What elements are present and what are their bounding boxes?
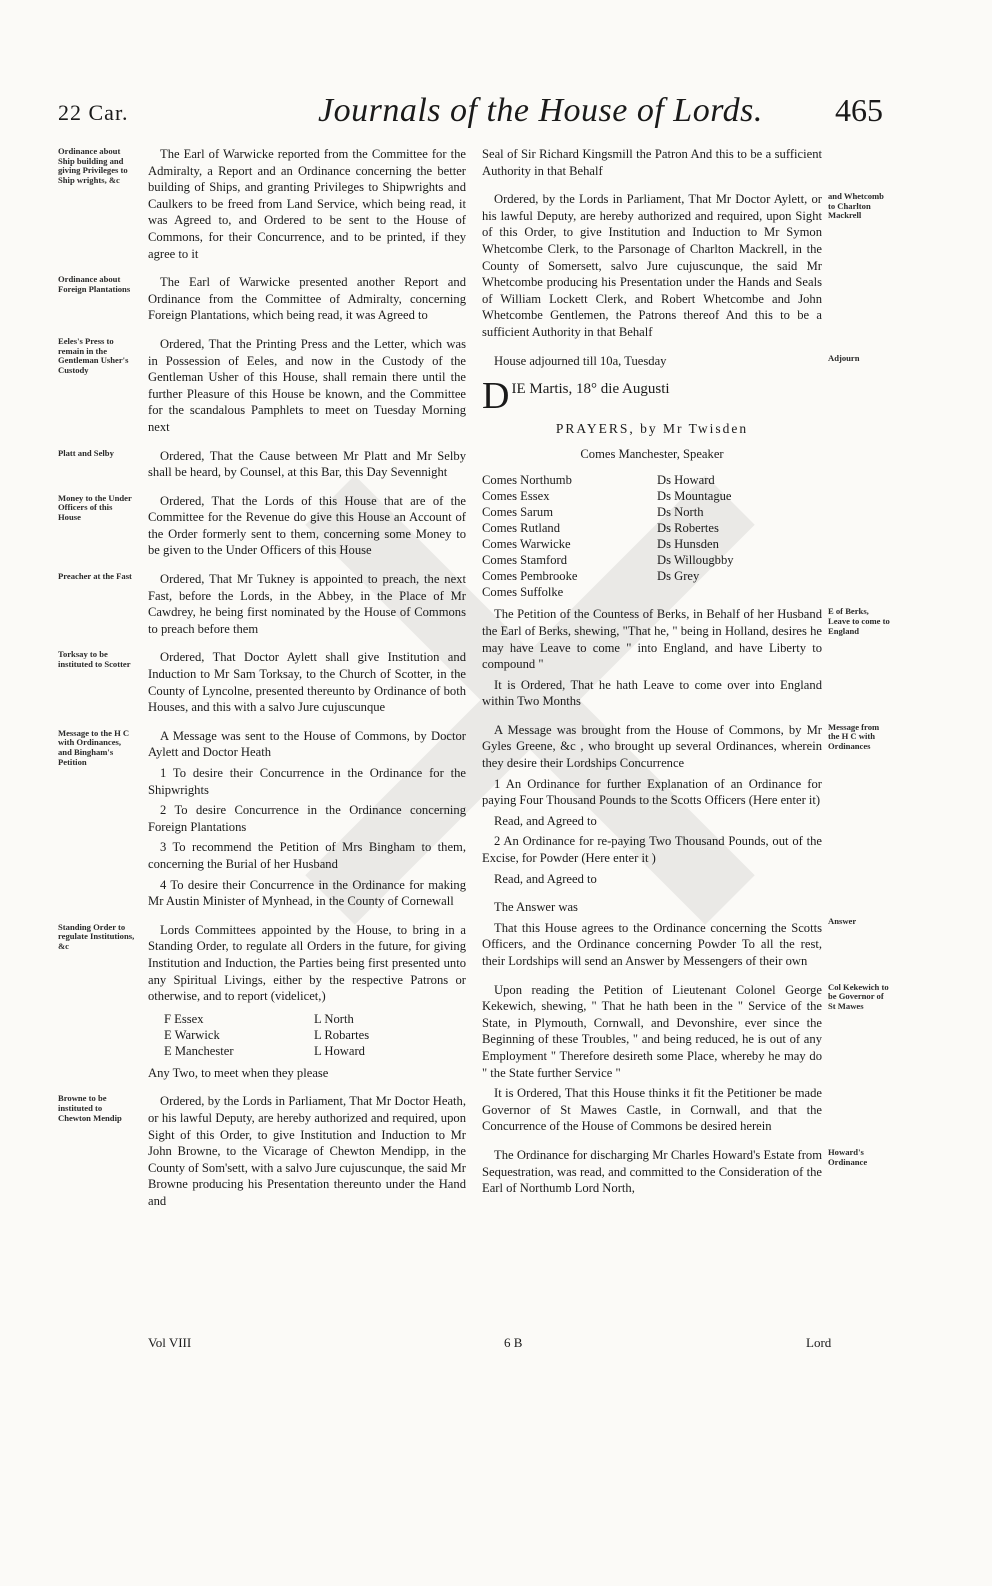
- paragraph: Upon reading the Petition of Lieutenant Colonel George Kekewich, shewing, " That he hath been in the " Service of the State, in Plymouth, Cornwall, and Devonshire, ever since the Beginning of these Troubles, " and being reduced, he is out of any Employment " Therefore desireth some Place, whereby he may do " the State further Service ": [482, 982, 822, 1080]
- committee-list: [164, 1011, 466, 1059]
- paragraph: That this House agrees to the Ordinance concerning the Scotts Officers, and the Ordinance concerning Powder To all the rest, their Lordships will send an Answer by Messengers of their own: [482, 920, 822, 968]
- entry-adjourn: [482, 352, 860, 370]
- lord-present: Comes Sarum: [482, 505, 554, 520]
- paragraph: Ordered, by the Lords in Parliament, That Mr Doctor Aylett, or his lawful Deputy, are hereby authorized and required, upon Sight of this Order, to give Institution and Induction to Mr Symon Whetcombe Clerk, to the Parsonage of Charlton Mackrell, in the County of Somersett, salvo Jure cujuscunque, the said Mr Whetcombe producing his Presentation under the Hands and Seals of William Lockett Clerk, and Robert Whetcombe and John Whetcombe Gentlemen, the Patrons thereof And this to be a sufficient Authority in that Behalf: [482, 192, 822, 339]
- margin-note: Browne to be instituted to Chewton Mendip: [58, 1093, 122, 1123]
- entry-answer: [482, 899, 857, 969]
- catchword: Lord: [806, 1335, 832, 1350]
- entry-preacher: [58, 571, 466, 637]
- paragraph: The Earl of Warwicke reported from the Committee for the Admiralty, a Report and an Ordinance concerning the better building of Ships, and granting Privileges to Shipwrights and Caulkers to be freed from Land Service, which being read, it was Agreed to, and Ordered to be sent to the House of Commons, for their Concurrence, and to be printed, if they agree to it: [148, 147, 466, 261]
- margin-note: Message to the H C with Ordinances, and Bingham's Petition: [58, 727, 130, 767]
- lord-present: Comes Suffolke: [482, 585, 564, 600]
- paragraph: Read, and Agreed to: [494, 813, 597, 828]
- lord-present: Comes Essex: [482, 489, 550, 504]
- lord-present: Ds Grey: [657, 569, 700, 584]
- paragraph: The Earl of Warwicke presented another Report and Ordinance from the Committee of Admiralty, concerning Foreign Plantations, which being read, it was Agreed to: [148, 275, 466, 323]
- lord-present: Ds Robertes: [657, 521, 719, 536]
- margin-note: Col Kekewich to be Governor of St Mawes: [828, 981, 889, 1011]
- paragraph: A Message was sent to the House of Commons, by Doctor Aylett and Doctor Heath: [148, 728, 466, 760]
- margin-note: Standing Order to regulate Institutions, &c: [58, 921, 135, 951]
- list-item: 3 To recommend the Petition of Mrs Bingham to them, concerning the Burial of her Husband: [148, 840, 466, 871]
- margin-note: Preacher at the Fast: [58, 571, 132, 582]
- page-header: [58, 92, 883, 138]
- entry-foreign-plantations: [58, 274, 466, 324]
- paragraph: The Ordinance for discharging Mr Charles Howard's Estate from Sequestration, was read, and committed to the Consideration of the Earl of Northumb Lord North,: [482, 1147, 822, 1196]
- journal-title: Journals of the House of Lords.: [318, 92, 763, 129]
- margin-note: Platt and Selby: [58, 447, 114, 458]
- lord-present: Comes Warwicke: [482, 537, 571, 552]
- list-item: 2 To desire Concurrence in the Ordinance concerning Foreign Plantations: [148, 803, 466, 834]
- lords-present: [482, 472, 822, 600]
- margin-note: Answer: [828, 916, 857, 927]
- lord-present: Ds Mountague: [657, 489, 732, 504]
- lord-present: Ds Howard: [657, 473, 715, 488]
- drop-cap: D: [482, 375, 510, 418]
- paragraph: A Message was brought from the House of Commons, by Mr Gyles Greene, &c , who brought up several Ordinances, wherein they desire their Lordships Concurrence: [482, 722, 822, 771]
- paragraph: Ordered, by the Lords in Parliament, That Mr Doctor Heath, or his lawful Deputy, are hereby authorized and required, upon Sight of this Order, to give Institution and Induction to Mr John Browne, to the Vicarage of Chewton Mendipp, in the County of Som'sett, with a salvo Jure cujuscunque, the said Mr Browne producing his Presentation thereunto under the Hand and: [148, 1094, 466, 1208]
- margin-note: Eeles's Press to remain in the Gentleman Usher's Custody: [58, 335, 129, 375]
- committee-member: E Warwick: [164, 1027, 220, 1042]
- entry-howard: [482, 1146, 868, 1197]
- margin-note: Money to the Under Officers of this House: [58, 492, 132, 522]
- volume-label: Vol VIII: [148, 1335, 192, 1350]
- signature-mark: 6 B: [504, 1335, 523, 1350]
- lord-present: Ds North: [657, 505, 704, 520]
- paragraph: Read, and Agreed to: [494, 871, 597, 886]
- list-item: 1 To desire their Concurrence in the Ordinance for the Shipwrights: [148, 766, 466, 797]
- lord-present: [657, 584, 822, 600]
- entry-eeles-press: [58, 335, 466, 436]
- paragraph: The Answer was: [494, 900, 578, 915]
- paragraph: House adjourned till 10a, Tuesday: [494, 353, 667, 368]
- lord-present: Ds Hunsden: [657, 537, 719, 552]
- committee-member: L Robartes: [314, 1027, 370, 1042]
- list-item: 1 An Ordinance for further Explanation of an Ordinance for paying Four Thousand Pounds to the Scotts Officers (Here enter it): [482, 776, 822, 808]
- regnal-year: 22 Car.: [58, 100, 129, 125]
- entry-message-commons: [58, 727, 466, 910]
- paragraph: The Petition of the Countess of Berks, in Behalf of her Husband the Earl of Berks, shewing, "That he, " being in Holland, desires he may have Leave to come " into England, and have Liberty to compound ": [482, 607, 822, 672]
- left-column: [58, 146, 466, 1221]
- speaker-line: Comes Manchester, Speaker: [580, 446, 724, 461]
- entry-berks: [482, 606, 890, 710]
- lord-present: Comes Rutland: [482, 521, 561, 536]
- paragraph: Seal of Sir Richard Kingsmill the Patron And this to be a sufficient Authority in that Behalf: [482, 147, 822, 178]
- prayers-line: PRAYERS, by Mr Twisden: [555, 421, 749, 437]
- entry-browne: [58, 1093, 466, 1209]
- entry-kekewich: [482, 981, 889, 1135]
- paragraph: Lords Committees appointed by the House, to bring in a Standing Order, to regulate all Orders in the future, for giving Institution and Induction, the Parties being first presented unto any Spiritual Livings, either by the respective Patrons or otherwise, and to report (videlicet,): [148, 922, 466, 1004]
- entry-browne-continued: [482, 146, 822, 179]
- entry-standing-order: [58, 921, 466, 1082]
- paragraph: Ordered, That the Printing Press and the Letter, which was in Possession of Eeles, and now in the Custody of the Gentleman Usher of this House, shall remain there until the further Pleasure of this House be known, and the Committee for the scandalous Pamphlets to meet on Tuesday Morning next: [148, 336, 466, 434]
- margin-note: Ordinance about Foreign Plantations: [58, 274, 131, 294]
- list-item: 2 An Ordinance for re-paying Two Thousand Pounds, out of the Excise, for Powder (Here enter it ): [482, 834, 822, 866]
- list-item: 4 To desire their Concurrence in the Ordinance for making Mr Austin Minister of Mynhead, in the County of Cornewall: [148, 877, 466, 909]
- lord-present: Comes Pembrooke: [482, 569, 578, 584]
- entry-platt-selby: [58, 447, 466, 481]
- committee-member: L North: [314, 1011, 354, 1026]
- paragraph: Ordered, That the Cause between Mr Platt and Mr Selby shall be heard, by Counsel, at this Bar, this Day Sevennight: [148, 448, 466, 480]
- lord-present: Ds Willougbby: [657, 553, 734, 568]
- entry-message-from-commons: [482, 721, 880, 887]
- paragraph: Ordered, That the Lords of this House that are of the Committee for the Revenue do give this House an Account of the Order formerly sent to them, concerning some Money to be given to the Under Officers of this House: [148, 493, 466, 558]
- margin-note: E of Berks, Leave to come to England: [828, 606, 890, 636]
- entry-whetcombe: [482, 191, 884, 340]
- page-number: 465: [835, 92, 883, 128]
- margin-note: and Whetcomb to Charlton Mackrell: [828, 191, 884, 221]
- margin-note: Torksay to be instituted to Scotter: [58, 649, 131, 670]
- right-column: [482, 146, 890, 1209]
- margin-note: Howard's Ordinance: [828, 1146, 868, 1167]
- lord-present: Comes Northumb: [482, 473, 572, 488]
- entry-torksay: [58, 649, 466, 715]
- paragraph: Ordered, That Doctor Aylett shall give Institution and Induction to Mr Sam Torksay, to the Church of Scotter, in the County of Lyncolne, presented thereunto by Ordinance of both Houses, and this with a salvo Jure cujuscunque: [148, 650, 466, 715]
- lord-present: Comes Stamford: [482, 553, 568, 568]
- margin-note: Ordinance about Ship building and giving Privileges to Ship wrights, &c: [58, 146, 128, 185]
- committee-member: F Essex: [164, 1011, 204, 1026]
- committee-member: L Howard: [314, 1043, 365, 1058]
- margin-note: Message from the H C with Ordinances: [828, 721, 880, 752]
- session-date-text: IE Martis, 18° die Augusti: [511, 381, 670, 398]
- paragraph: Ordered, That Mr Tukney is appointed to preach, the next Fast, before the Lords, in the Abbey, in the Place of Mr Cawdrey, he being first nominated by the House of Commons to preach before them: [148, 572, 466, 636]
- margin-note: Adjourn: [828, 352, 860, 363]
- committee-closing: Any Two, to meet when they please: [148, 1065, 329, 1080]
- paragraph: It is Ordered, That this House thinks it fit the Petitioner be made Governor of St Mawes Castle, in Cornwall, and that the Concurrence of the House of Commons be desired herein: [482, 1086, 822, 1134]
- session-date: [482, 375, 822, 418]
- entry-shipbuilding: [58, 146, 466, 262]
- committee-member: E Manchester: [164, 1043, 234, 1058]
- entry-under-officers: [58, 492, 466, 559]
- paragraph: It is Ordered, That he hath Leave to come over into England within Two Months: [482, 677, 822, 709]
